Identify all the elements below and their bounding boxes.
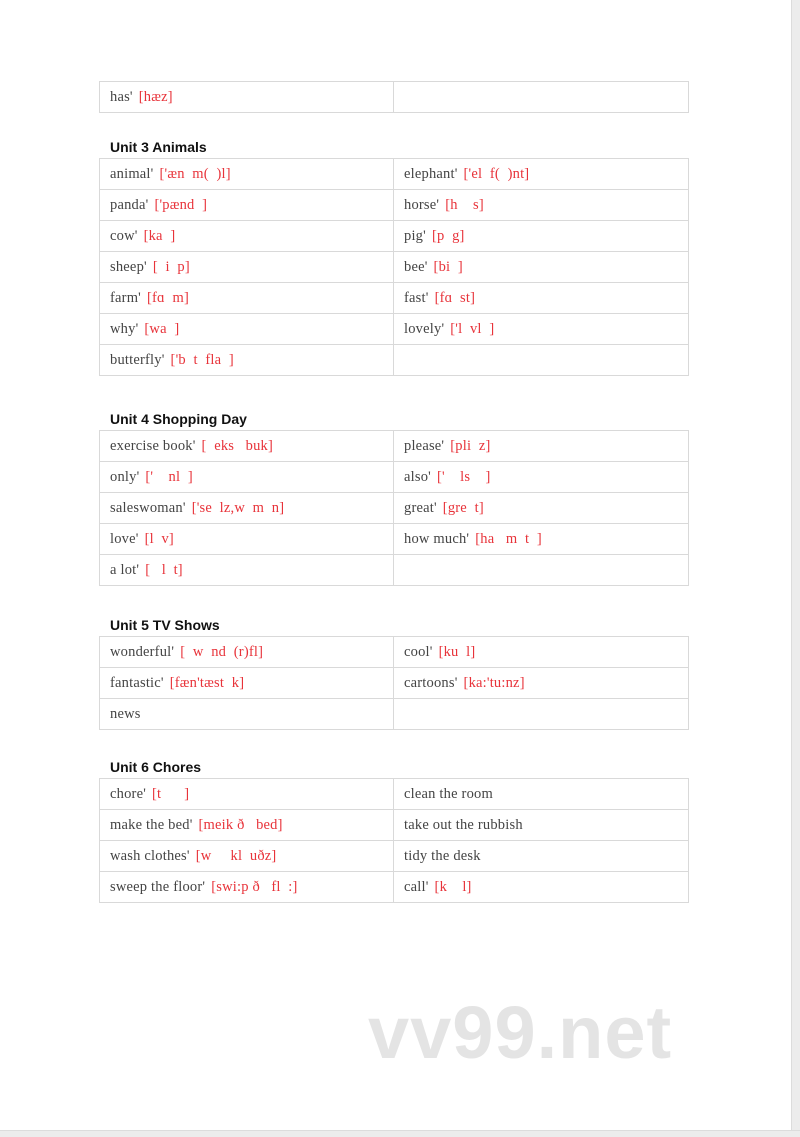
- vocab-cell: [394, 699, 689, 730]
- vocab-table-unit-5: [99, 636, 689, 730]
- phonetic-transcription: ['b t fla ]: [170, 351, 234, 368]
- phonetic-transcription: ['l vl ]: [450, 320, 495, 337]
- page-bottom-edge: [0, 1130, 800, 1137]
- table-row: [100, 872, 689, 903]
- phonetic-transcription: [ha m t ]: [475, 530, 542, 547]
- vocab-cell: [394, 345, 689, 376]
- phonetic-transcription: ['el f( )nt]: [463, 165, 530, 182]
- vocab-word: bee': [404, 258, 428, 275]
- phonetic-transcription: [w kl uðz]: [195, 847, 277, 864]
- phonetic-transcription: [fɑ st]: [434, 289, 476, 306]
- watermark: vv99.net: [368, 991, 673, 1074]
- vocab-word: farm': [110, 289, 141, 306]
- phonetic-transcription: [ka:'tu:nz]: [463, 674, 525, 691]
- table-row: [100, 345, 689, 376]
- vocab-word: exercise book': [110, 437, 196, 454]
- phonetic-transcription: [wa ]: [144, 320, 180, 337]
- vocab-word: animal': [110, 165, 154, 182]
- vocab-cell: [100, 872, 394, 903]
- vocab-word: horse': [404, 196, 440, 213]
- vocab-word: take out the rubbish: [404, 816, 523, 833]
- table-row: [100, 221, 689, 252]
- vocab-cell: [100, 555, 394, 586]
- phonetic-transcription: [ l t]: [145, 561, 183, 578]
- vocab-cell: [394, 283, 689, 314]
- table-row: [100, 159, 689, 190]
- vocab-cell: [100, 431, 394, 462]
- phonetic-transcription: [bi ]: [433, 258, 463, 275]
- table-row: [100, 493, 689, 524]
- vocab-cell: [100, 810, 394, 841]
- table-row: [100, 524, 689, 555]
- phonetic-transcription: [ku l]: [438, 643, 476, 660]
- vocab-word: cartoons': [404, 674, 458, 691]
- vocab-cell: [100, 159, 394, 190]
- vocab-table-continuation: [99, 81, 689, 113]
- phonetic-transcription: [' nl ]: [145, 468, 193, 485]
- vocab-cell: [100, 524, 394, 555]
- vocab-cell: [394, 462, 689, 493]
- unit-5-heading: Unit 5 TV Shows: [110, 617, 220, 633]
- vocab-word: great': [404, 499, 437, 516]
- table-row: [100, 252, 689, 283]
- vocab-cell: [394, 810, 689, 841]
- vocab-word: cool': [404, 643, 433, 660]
- vocab-word: call': [404, 878, 429, 895]
- vocab-cell: [100, 699, 394, 730]
- vocab-word: has': [110, 88, 133, 105]
- phonetic-transcription: [meik ð bed]: [198, 816, 283, 833]
- vocab-cell: [100, 314, 394, 345]
- vocab-word: cow': [110, 227, 138, 244]
- phonetic-transcription: [fɑ m]: [146, 289, 189, 306]
- table-row: [100, 779, 689, 810]
- phonetic-transcription: [swi:p ð fl :]: [211, 878, 298, 895]
- vocab-cell: [394, 524, 689, 555]
- vocab-word: pig': [404, 227, 426, 244]
- vocab-word: only': [110, 468, 140, 485]
- phonetic-transcription: [hæz]: [138, 88, 173, 105]
- vocab-cell: [100, 462, 394, 493]
- table-row: [100, 190, 689, 221]
- phonetic-transcription: [gre t]: [442, 499, 484, 516]
- vocab-cell: [100, 493, 394, 524]
- vocab-word: clean the room: [404, 785, 493, 802]
- vocab-word: elephant': [404, 165, 458, 182]
- vocab-cell: [394, 841, 689, 872]
- phonetic-transcription: [l v]: [144, 530, 174, 547]
- table-row: [100, 314, 689, 345]
- vocab-cell: [100, 637, 394, 668]
- vocab-cell: [100, 190, 394, 221]
- vocab-cell: [394, 221, 689, 252]
- vocab-word: please': [404, 437, 445, 454]
- vocab-word: love': [110, 530, 139, 547]
- vocab-cell: [394, 252, 689, 283]
- vocab-word: wash clothes': [110, 847, 190, 864]
- vocab-word: panda': [110, 196, 149, 213]
- unit-3-heading: Unit 3 Animals: [110, 139, 207, 155]
- vocab-table-unit-4: [99, 430, 689, 586]
- vocab-table-unit-3: [99, 158, 689, 376]
- phonetic-transcription: [ w nd (r)fl]: [180, 643, 264, 660]
- vocab-word: also': [404, 468, 431, 485]
- vocab-word: how much': [404, 530, 470, 547]
- table-row: [100, 668, 689, 699]
- table-row: [100, 82, 689, 113]
- phonetic-transcription: ['pænd ]: [154, 196, 208, 213]
- vocab-cell: [100, 841, 394, 872]
- vocab-word: fast': [404, 289, 429, 306]
- vocab-word: lovely': [404, 320, 445, 337]
- table-row: [100, 841, 689, 872]
- vocab-word: chore': [110, 785, 147, 802]
- phonetic-transcription: [t ]: [152, 785, 190, 802]
- phonetic-transcription: ['se lz,w m n]: [191, 499, 285, 516]
- vocab-cell: [100, 252, 394, 283]
- vocab-word: news: [110, 705, 141, 722]
- unit-6-heading: Unit 6 Chores: [110, 759, 202, 775]
- vocab-cell: [394, 779, 689, 810]
- phonetic-transcription: ['æn m( )l]: [159, 165, 231, 182]
- vocab-cell: [394, 314, 689, 345]
- table-row: [100, 637, 689, 668]
- table-row: [100, 431, 689, 462]
- phonetic-transcription: [fæn'tæst k]: [169, 674, 245, 691]
- vocab-word: fantastic': [110, 674, 164, 691]
- vocab-cell: [394, 431, 689, 462]
- table-row: [100, 462, 689, 493]
- vocab-cell: [394, 82, 689, 113]
- unit-4-heading: Unit 4 Shopping Day: [110, 411, 247, 427]
- vocab-cell: [100, 345, 394, 376]
- table-row: [100, 810, 689, 841]
- vocab-cell: [100, 82, 394, 113]
- vocab-cell: [394, 872, 689, 903]
- vocab-cell: [394, 493, 689, 524]
- vocab-cell: [394, 159, 689, 190]
- phonetic-transcription: [pli z]: [450, 437, 491, 454]
- vocab-word: wonderful': [110, 643, 175, 660]
- vocab-word: butterfly': [110, 351, 165, 368]
- vocab-table-unit-6: [99, 778, 689, 903]
- table-row: [100, 283, 689, 314]
- vocab-cell: [100, 779, 394, 810]
- vocab-cell: [394, 668, 689, 699]
- phonetic-transcription: [h s]: [445, 196, 484, 213]
- vocab-word: saleswoman': [110, 499, 186, 516]
- phonetic-transcription: [ i p]: [152, 258, 190, 275]
- table-row: [100, 555, 689, 586]
- vocab-cell: [394, 190, 689, 221]
- vocab-word: tidy the desk: [404, 847, 481, 864]
- vocab-word: sheep': [110, 258, 147, 275]
- vocab-cell: [100, 283, 394, 314]
- vocab-word: why': [110, 320, 139, 337]
- vocab-word: a lot': [110, 561, 140, 578]
- vocab-word: make the bed': [110, 816, 193, 833]
- phonetic-transcription: [' ls ]: [436, 468, 491, 485]
- table-row: [100, 699, 689, 730]
- vocab-cell: [100, 221, 394, 252]
- phonetic-transcription: [ka ]: [143, 227, 176, 244]
- vocab-cell: [100, 668, 394, 699]
- vocab-word: sweep the floor': [110, 878, 206, 895]
- page-edge: [791, 0, 800, 1137]
- vocab-cell: [394, 637, 689, 668]
- phonetic-transcription: [ eks buk]: [201, 437, 273, 454]
- phonetic-transcription: [p g]: [431, 227, 465, 244]
- phonetic-transcription: [k l]: [434, 878, 472, 895]
- vocab-cell: [394, 555, 689, 586]
